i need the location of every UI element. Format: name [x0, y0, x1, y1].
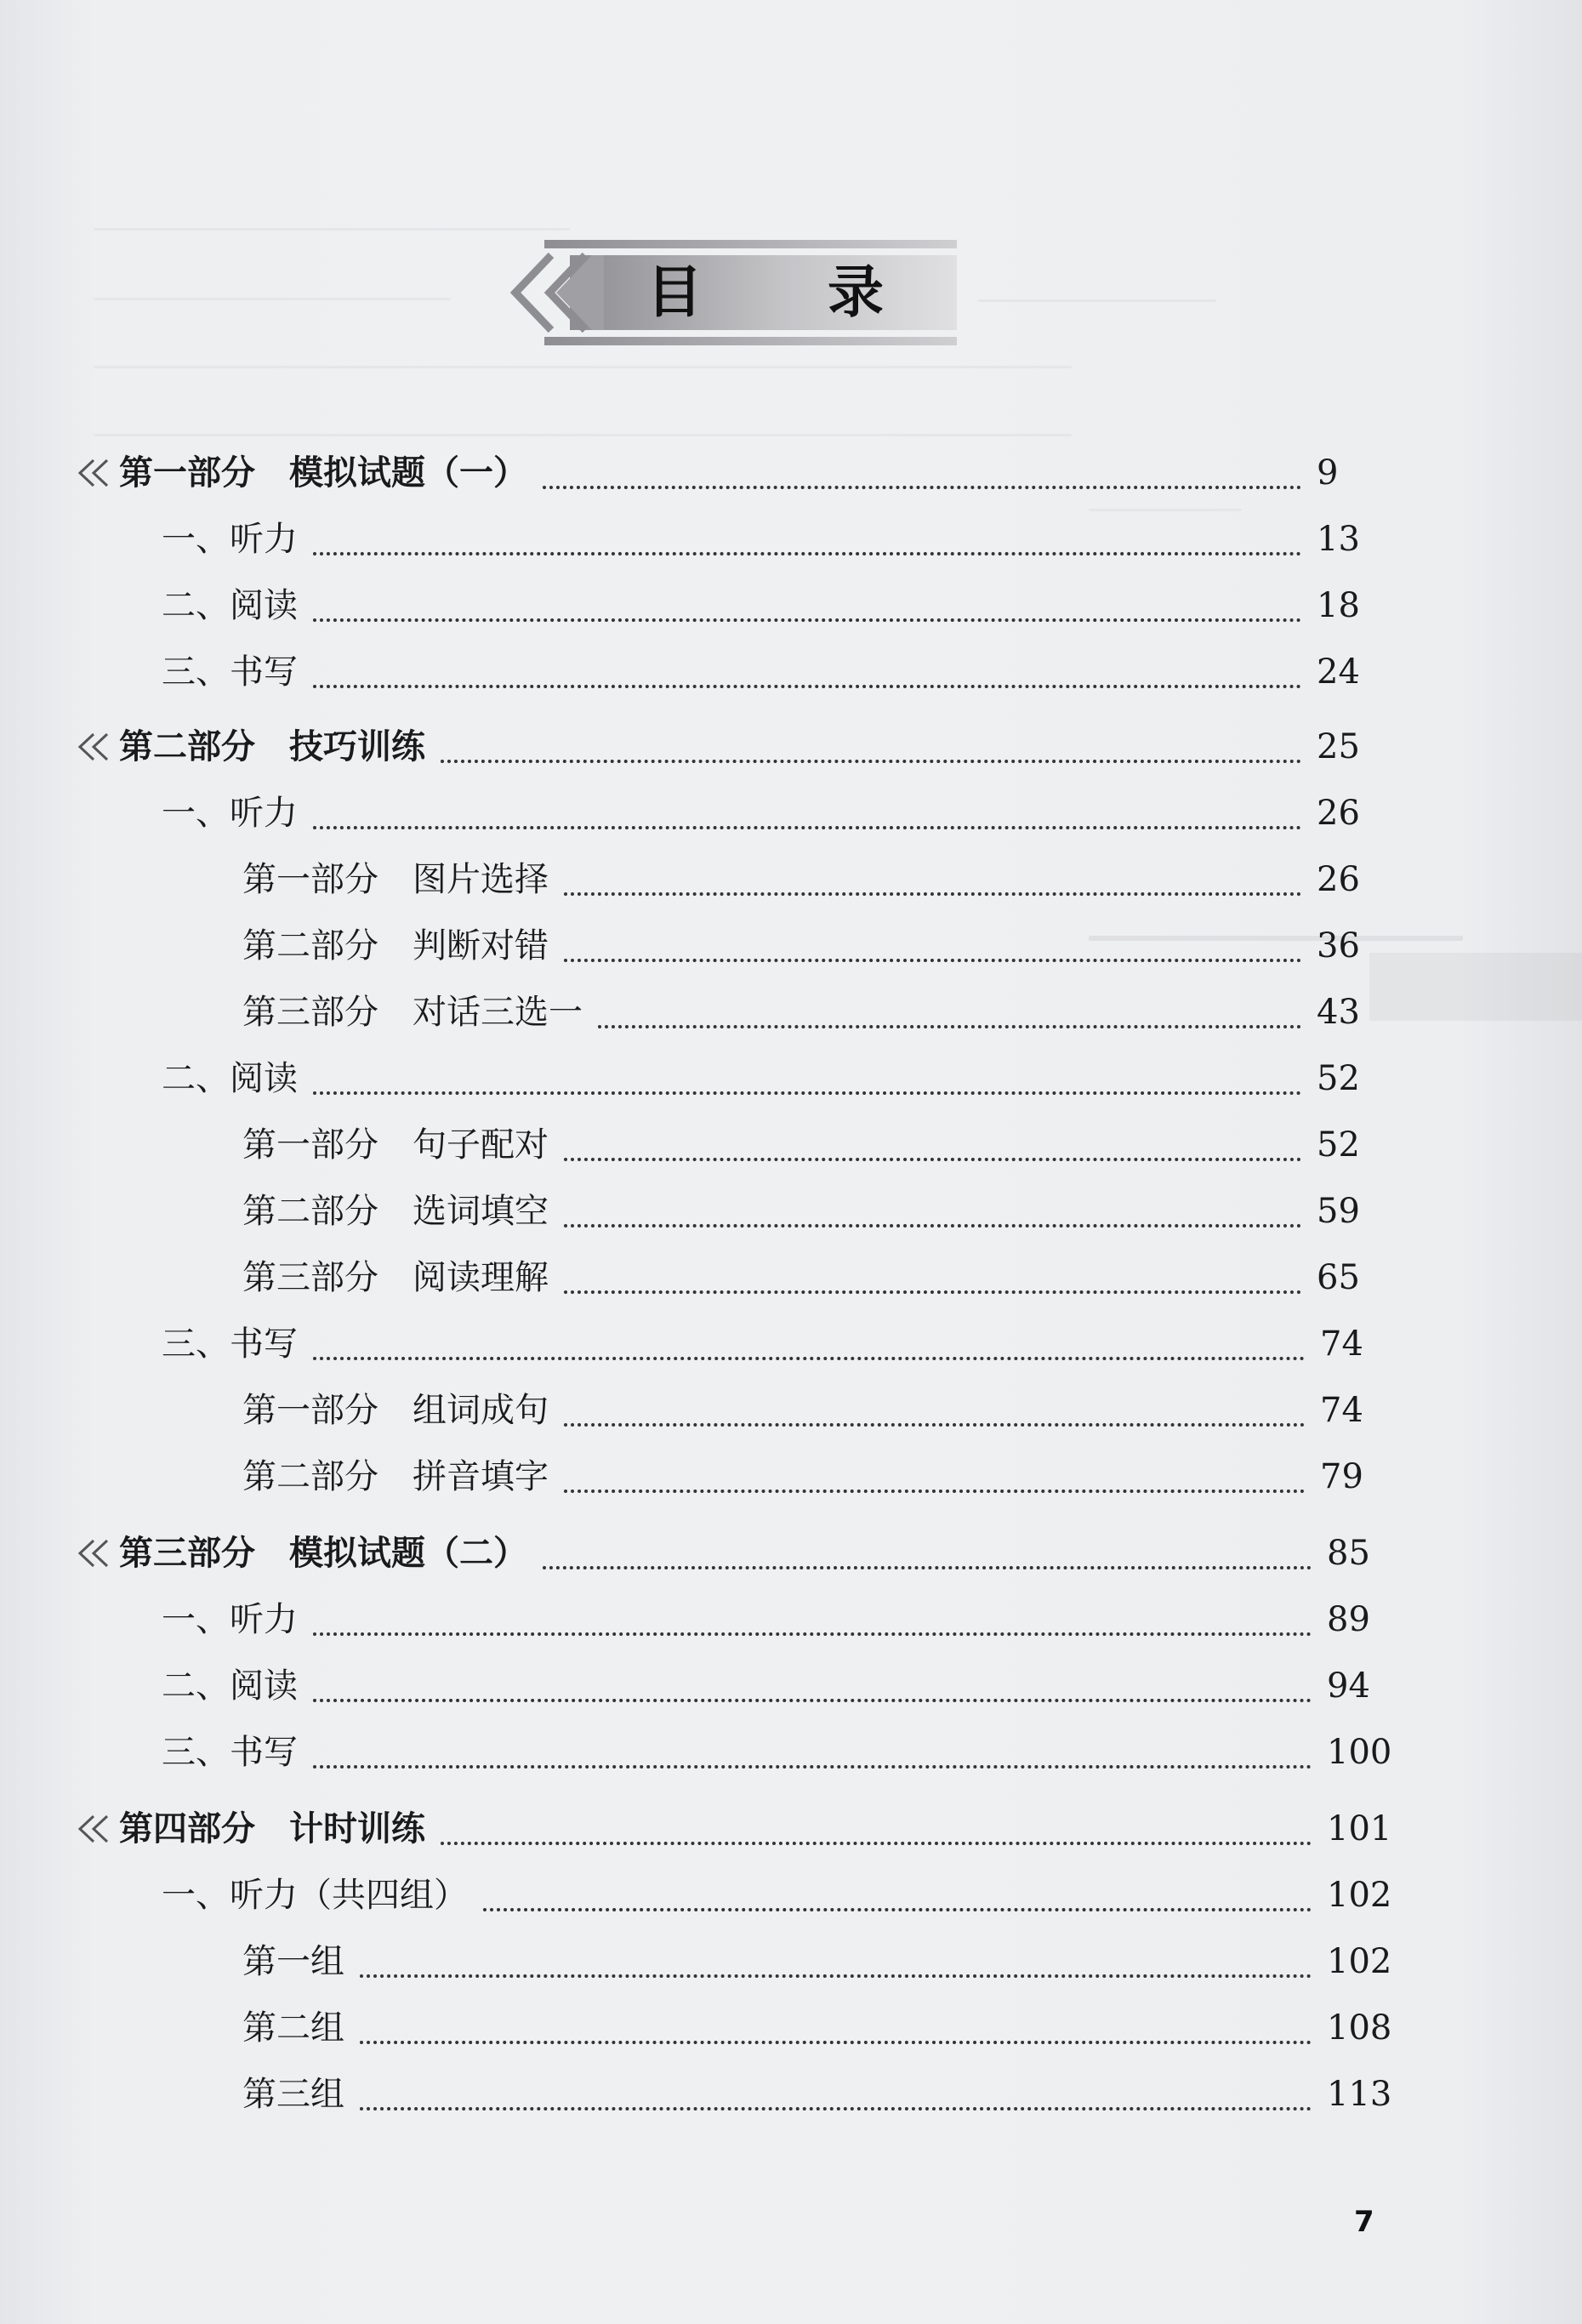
- toc-entry-page: 85: [1327, 1534, 1370, 1573]
- toc-entry-page: 100: [1327, 1733, 1392, 1772]
- dot-leader: [564, 1290, 1301, 1294]
- dot-leader: [564, 1490, 1305, 1493]
- page-number: 7: [1354, 2205, 1374, 2239]
- dot-leader: [313, 1357, 1305, 1360]
- toc-entry-page: 102: [1327, 1876, 1392, 1915]
- toc-section-entry[interactable]: [162, 1580, 1382, 1639]
- toc-subsection-entry[interactable]: [242, 1988, 1392, 2048]
- dot-leader: [483, 1908, 1312, 1911]
- toc-entry-label: 第二组: [242, 2008, 344, 2048]
- toc-entry-label: 第一部分 句子配对: [242, 1125, 549, 1165]
- toc-entry-label: 一、听力: [162, 520, 298, 559]
- toc-entry-label: 第三部分 阅读理解: [242, 1258, 549, 1297]
- toc-entry-label: 二、阅读: [162, 1059, 298, 1098]
- toc-entry-label: 二、阅读: [162, 586, 298, 625]
- toc-subsection-entry[interactable]: [242, 906, 1382, 965]
- dot-leader: [360, 1974, 1312, 1978]
- toc-entry-page: 74: [1320, 1324, 1363, 1364]
- toc-entry-label: 一、听力: [162, 794, 298, 833]
- dot-leader: [313, 1632, 1312, 1636]
- toc-entry-page: 52: [1317, 1059, 1360, 1098]
- double-chevron-left-icon: [77, 727, 119, 766]
- toc-entry-label: 三、书写: [162, 1324, 298, 1364]
- toc-section-entry[interactable]: [162, 1039, 1382, 1098]
- toc-entry-page: 13: [1317, 520, 1360, 559]
- toc-subsection-entry[interactable]: [242, 840, 1382, 899]
- toc-entry-page: 102: [1327, 1942, 1392, 1981]
- dot-leader: [313, 552, 1301, 555]
- toc-section-entry[interactable]: [162, 1712, 1392, 1772]
- toc-subsection-entry[interactable]: [242, 972, 1382, 1032]
- toc-entry-label: 第一部分 组词成句: [242, 1391, 549, 1430]
- toc-part-entry[interactable]: [77, 1789, 1392, 1848]
- toc-entry-page: 74: [1320, 1391, 1363, 1430]
- toc-section-entry[interactable]: [162, 1855, 1392, 1915]
- toc-section-entry[interactable]: [162, 773, 1382, 833]
- toc-entry-label: 第三部分 对话三选一: [242, 993, 583, 1032]
- toc-entry-label: 一、听力（共四组）: [162, 1876, 468, 1915]
- toc-entry-label: 三、书写: [162, 652, 298, 692]
- toc-entry-label: 第三部分 模拟试题（二）: [119, 1534, 527, 1573]
- toc-entry-label: 二、阅读: [162, 1666, 298, 1706]
- dot-leader: [313, 826, 1301, 829]
- toc-entry-page: 101: [1327, 1809, 1392, 1848]
- toc-subsection-entry[interactable]: [242, 1370, 1382, 1430]
- toc-entry-page: 108: [1327, 2008, 1392, 2048]
- dot-leader: [564, 892, 1301, 896]
- toc-part-entry[interactable]: [77, 1513, 1382, 1573]
- toc-entry-label: 三、书写: [162, 1733, 298, 1772]
- dot-leader: [313, 1699, 1312, 1702]
- toc-entry-label: 第一组: [242, 1942, 344, 1981]
- dot-leader: [543, 1566, 1312, 1569]
- toc-section-entry[interactable]: [162, 499, 1382, 559]
- toc-subsection-entry[interactable]: [242, 1922, 1392, 1981]
- toc-entry-page: 18: [1317, 586, 1360, 625]
- toc-section-entry[interactable]: [162, 1304, 1382, 1364]
- toc-entry-page: 9: [1317, 453, 1339, 493]
- toc-subsection-entry[interactable]: [242, 1437, 1382, 1496]
- toc-entry-page: 65: [1317, 1258, 1360, 1297]
- toc-entry-label: 一、听力: [162, 1600, 298, 1639]
- dot-leader: [360, 2107, 1312, 2110]
- dot-leader: [564, 959, 1301, 962]
- dot-leader: [564, 1423, 1305, 1427]
- double-chevron-left-icon: [77, 1534, 119, 1573]
- dot-leader: [441, 1842, 1312, 1845]
- toc-section-entry[interactable]: [162, 1646, 1382, 1706]
- toc-entry-label: 第二部分 判断对错: [242, 926, 549, 965]
- toc-entry-page: 59: [1317, 1192, 1360, 1231]
- dot-leader: [441, 760, 1301, 763]
- toc-subsection-entry[interactable]: [242, 1105, 1382, 1165]
- toc-entry-page: 43: [1317, 993, 1360, 1032]
- toc-section-entry[interactable]: [162, 632, 1382, 692]
- dot-leader: [313, 685, 1301, 688]
- toc-entry-page: 89: [1327, 1600, 1370, 1639]
- toc-entry-label: 第二部分 技巧训练: [119, 727, 425, 766]
- toc-subsection-entry[interactable]: [242, 2054, 1392, 2114]
- toc-section-entry[interactable]: [162, 566, 1382, 625]
- dot-leader: [313, 618, 1301, 622]
- toc-entry-page: 52: [1317, 1125, 1360, 1165]
- dot-leader: [564, 1224, 1301, 1228]
- toc-entry-page: 26: [1317, 794, 1360, 833]
- toc-part-entry[interactable]: [77, 707, 1382, 766]
- dot-leader: [598, 1025, 1301, 1028]
- toc-entry-page: 25: [1317, 727, 1360, 766]
- toc-entry-label: 第一部分 图片选择: [242, 860, 549, 899]
- toc-entry-page: 113: [1327, 2075, 1392, 2114]
- toc-entry-label: 第一部分 模拟试题（一）: [119, 453, 527, 493]
- dot-leader: [360, 2041, 1312, 2044]
- toc-entry-page: 26: [1317, 860, 1360, 899]
- toc-entry-page: 79: [1320, 1457, 1363, 1496]
- toc-subsection-entry[interactable]: [242, 1238, 1382, 1297]
- dot-leader: [564, 1158, 1301, 1161]
- dot-leader: [313, 1765, 1312, 1769]
- toc-entry-label: 第二部分 拼音填字: [242, 1457, 549, 1496]
- toc-entry-page: 94: [1327, 1666, 1370, 1706]
- toc-entry-page: 24: [1317, 652, 1360, 692]
- toc-entry-page: 36: [1317, 926, 1360, 965]
- page-title: 目 录: [646, 259, 936, 325]
- dot-leader: [313, 1091, 1301, 1095]
- toc-entry-label: 第三组: [242, 2075, 344, 2114]
- toc-entry-label: 第二部分 选词填空: [242, 1192, 549, 1231]
- toc-subsection-entry[interactable]: [242, 1171, 1382, 1231]
- toc-entry-label: 第四部分 计时训练: [119, 1809, 425, 1848]
- dot-leader: [543, 486, 1301, 489]
- double-chevron-left-icon: [77, 453, 119, 493]
- toc-part-entry[interactable]: [77, 433, 1382, 493]
- double-chevron-left-icon: [77, 1809, 119, 1848]
